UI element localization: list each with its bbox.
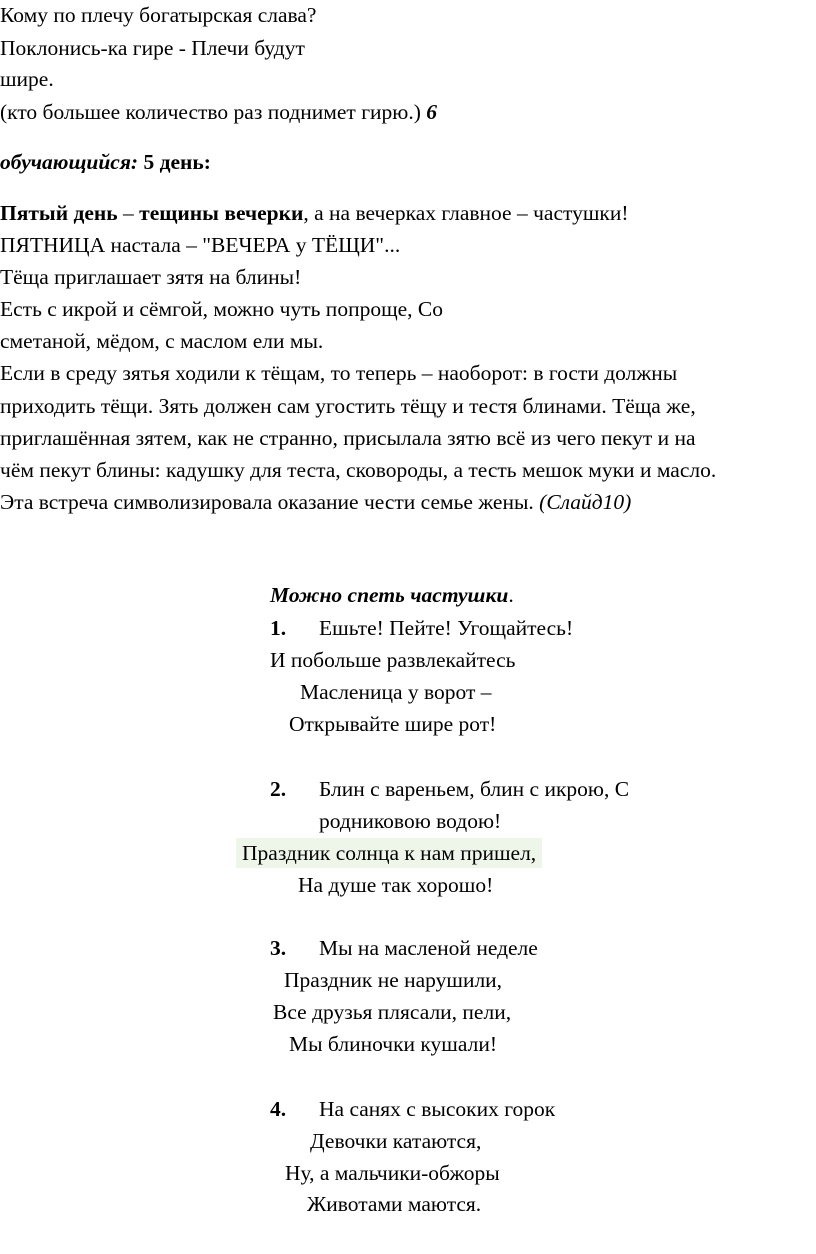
verse-line: И побольше развлекайтесь [270,648,516,672]
day5-line-4: Есть с икрой и сёмгой, можно чуть попроще, Со [0,297,444,321]
songs-heading [270,580,514,610]
verse-line: Масленица у ворот – [300,680,492,704]
day5-para-line: Если в среду зятья ходили к тёщам, то теперь – наоборот: в гости должны [0,361,678,385]
intro-line-3: шире. [0,67,54,91]
day5-para-line: чём пекут блины: кадушку для теста, сковороды, а тесть мешок муки и масло. [0,458,717,482]
verse-line: На санях с высоких горок [319,1097,556,1121]
intro-line-4 [0,97,437,127]
verse-line: Ешьте! Пейте! Угощайтесь! [319,616,574,640]
intro-line-2: Поклонись-ка гире - Плечи будут [0,36,305,60]
songs-heading-text: Можно спеть частушки [270,583,509,607]
verse-line: Мы на масленой неделе [319,936,538,960]
verse-line: Мы блиночки кушали! [289,1032,497,1056]
student-label: обучающийся: [0,150,139,174]
verse-number: 1. [270,616,287,640]
verse-number: 3. [270,936,287,960]
verse-line: Животами маются. [307,1192,482,1216]
day5-para-line: приглашённая зятем, как не странно, присылала зятю всё из чего пекут и на [0,426,696,450]
day5-para-line: приходить тёщи. Зять должен сам угостить тёщу и тестя блинами. Тёща же, [0,394,696,418]
student-line [0,147,211,177]
intro-line-4-text: (кто большее количество раз поднимет гирю.) [0,100,427,124]
day5-line-3: Тёща приглашает зятя на блины! [0,265,302,289]
day5-para-text: Эта встреча символизировала оказание чести семье жены. [0,490,540,514]
songs-heading-dot: . [508,583,514,607]
day5-line-5: сметаной, мёдом, с маслом ели мы. [0,329,324,353]
verse-line: Открывайте шире рот! [289,712,497,736]
day5-title-rest: , а на вечерках главное – частушки! [303,201,629,225]
intro-line-1: Кому по плечу богатырская слава? [0,3,317,27]
verse-line: Все друзья плясали, пели, [273,1000,512,1024]
day5-line-2: ПЯТНИЦА настала – "ВЕЧЕРА у ТЁЩИ"... [0,233,401,257]
verse-line: Блин с вареньем, блин с икрою, С [319,777,630,801]
verse-line: На душе так хорошо! [298,873,494,897]
intro-number: 6 [426,100,437,124]
day5-para-line [0,487,631,517]
day5-title-bold-2: тещины вечерки [139,201,304,225]
verse-number: 2. [270,777,287,801]
day-label: 5 день: [143,150,211,174]
verse-number: 4. [270,1097,287,1121]
verse-line: Праздник не нарушили, [284,968,503,992]
day5-title-dash: – [117,201,140,225]
day5-title-bold-1: Пятый день [0,201,118,225]
verse-line: родниковою водою! [319,809,502,833]
day5-title [0,198,629,228]
verse-line: Девочки катаются, [310,1129,482,1153]
slide-reference: (Слайд10) [539,490,632,514]
verse-line: Ну, а мальчики-обжоры [285,1161,500,1185]
highlighted-verse-line: Праздник солнца к нам пришел, [236,838,542,868]
